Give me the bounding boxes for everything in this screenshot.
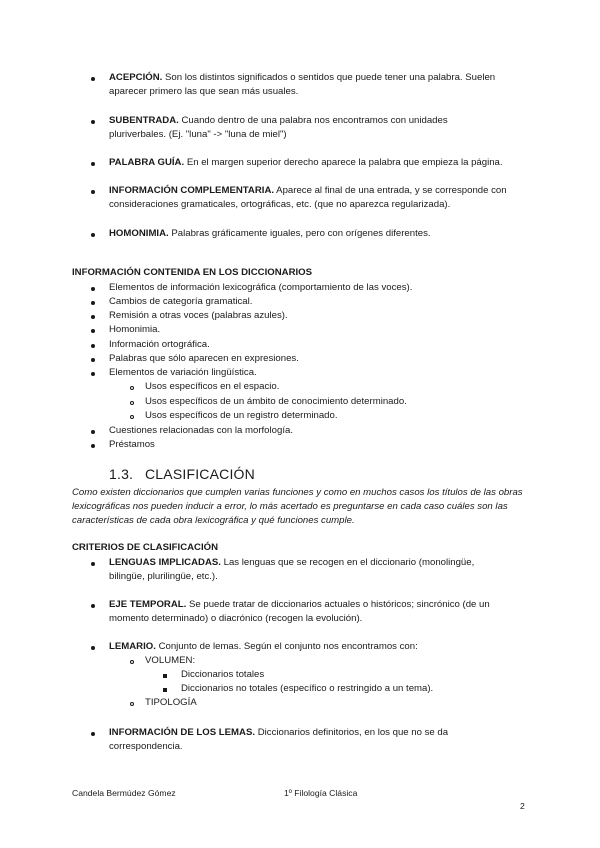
bullet (91, 604, 95, 608)
bullet (91, 358, 95, 362)
variation-item: Usos específicos de un registro determinado. (145, 410, 338, 421)
criteria-lenguas: LENGUAS IMPLICADAS. Las lenguas que se recogen en el diccionario (monolingüe, (109, 557, 475, 568)
page-number: 2 (520, 801, 525, 811)
bullet (91, 430, 95, 434)
info-item: Elementos de variación lingüística. (109, 367, 257, 378)
bullet (91, 329, 95, 333)
bullet (91, 233, 95, 237)
item-subentrada: SUBENTRADA. Cuando dentro de una palabra nos encontramos con unidades (109, 115, 448, 126)
item-homonimia: HOMONIMIA. Palabras gráficamente iguales, pero con orígenes diferentes. (109, 228, 431, 239)
sub-bullet (130, 415, 134, 419)
bullet (91, 732, 95, 736)
bullet (91, 190, 95, 194)
bullet (91, 372, 95, 376)
volumen-item: Diccionarios totales (181, 669, 265, 680)
info-item: Información ortográfica. (109, 339, 210, 350)
info-item: Préstamos (109, 439, 155, 450)
info-heading: INFORMACIÓN CONTENIDA EN LOS DICCIONARIOS (72, 267, 313, 278)
square-bullet (163, 688, 167, 692)
bullet (91, 315, 95, 319)
variation-item: Usos específicos de un ámbito de conocimiento determinado. (145, 396, 407, 407)
section-title: CLASIFICACIÓN (145, 466, 255, 482)
bullet (91, 287, 95, 291)
info-item: Elementos de información lexicográfica (comportamiento de las voces). (109, 282, 413, 293)
item-info-complementaria: INFORMACIÓN COMPLEMENTARIA. Aparece al final de una entrada, y se corresponde con (109, 185, 507, 196)
item-info-complementaria-cont: consideraciones gramaticales, ortográficas, etc. (que no aparezca regularizada). (109, 199, 451, 210)
bullet (91, 562, 95, 566)
footer-course: 1º Filología Clásica (284, 788, 358, 798)
criteria-volumen: VOLUMEN: (145, 655, 196, 666)
bullet (91, 77, 95, 81)
square-bullet (163, 674, 167, 678)
volumen-item: Diccionarios no totales (específico o restringido a un tema). (181, 683, 434, 694)
criteria-eje: EJE TEMPORAL. Se puede tratar de diccionarios actuales o históricos; sincrónico (de un (109, 599, 490, 610)
criteria-lenguas-cont: bilingüe, plurilingüe, etc.). (109, 571, 218, 582)
info-item: Cuestiones relacionadas con la morfología. (109, 425, 293, 436)
bullet (91, 162, 95, 166)
sub-bullet (130, 386, 134, 390)
section-intro: Como existen diccionarios que cumplen varias funciones y como en muchos casos los títulos de las obras lexicográficas nos pueden inducir a error, lo más acertado es preguntarse en cada caso cuáles son las características de cada obra lexicográfica y qué funciones cumple. (72, 487, 523, 526)
info-item: Palabras que sólo aparecen en expresiones. (109, 353, 299, 364)
criteria-lemas: INFORMACIÓN DE LOS LEMAS. Diccionarios definitorios, en los que no se da (109, 727, 449, 738)
criteria-heading: CRITERIOS DE CLASIFICACIÓN (72, 542, 219, 553)
info-item: Remisión a otras voces (palabras azules). (109, 310, 288, 321)
bullet (91, 646, 95, 650)
sub-bullet (130, 660, 134, 664)
sub-bullet (130, 401, 134, 405)
bullet (91, 120, 95, 124)
bullet (91, 444, 95, 448)
footer-author: Candela Bermúdez Gómez (72, 788, 176, 798)
bullet (91, 301, 95, 305)
criteria-lemas-cont: correspondencia. (109, 741, 183, 752)
item-palabra-guia: PALABRA GUÍA. En el margen superior derecho aparece la palabra que empieza la página. (109, 157, 503, 168)
variation-item: Usos específicos en el espacio. (145, 381, 280, 392)
section-number: 1.3. (109, 466, 134, 482)
sub-bullet (130, 702, 134, 706)
bullet (91, 344, 95, 348)
info-item: Cambios de categoría gramatical. (109, 296, 253, 307)
item-subentrada-cont: pluriverbales. (Ej. "luna" -> "luna de miel") (109, 129, 287, 140)
criteria-eje-cont: momento determinado) o diacrónico (recogen la evolución). (109, 613, 363, 624)
criteria-tipologia: TIPOLOGÍA (145, 697, 197, 708)
info-item: Homonimia. (109, 324, 161, 335)
item-acepcion: ACEPCIÓN. Son los distintos significados o sentidos que puede tener una palabra. Suelen (109, 72, 496, 83)
criteria-lemario: LEMARIO. Conjunto de lemas. Según el conjunto nos encontramos con: (109, 641, 418, 652)
item-acepcion-cont: aparecer primero las que sean más usuales. (109, 86, 299, 97)
